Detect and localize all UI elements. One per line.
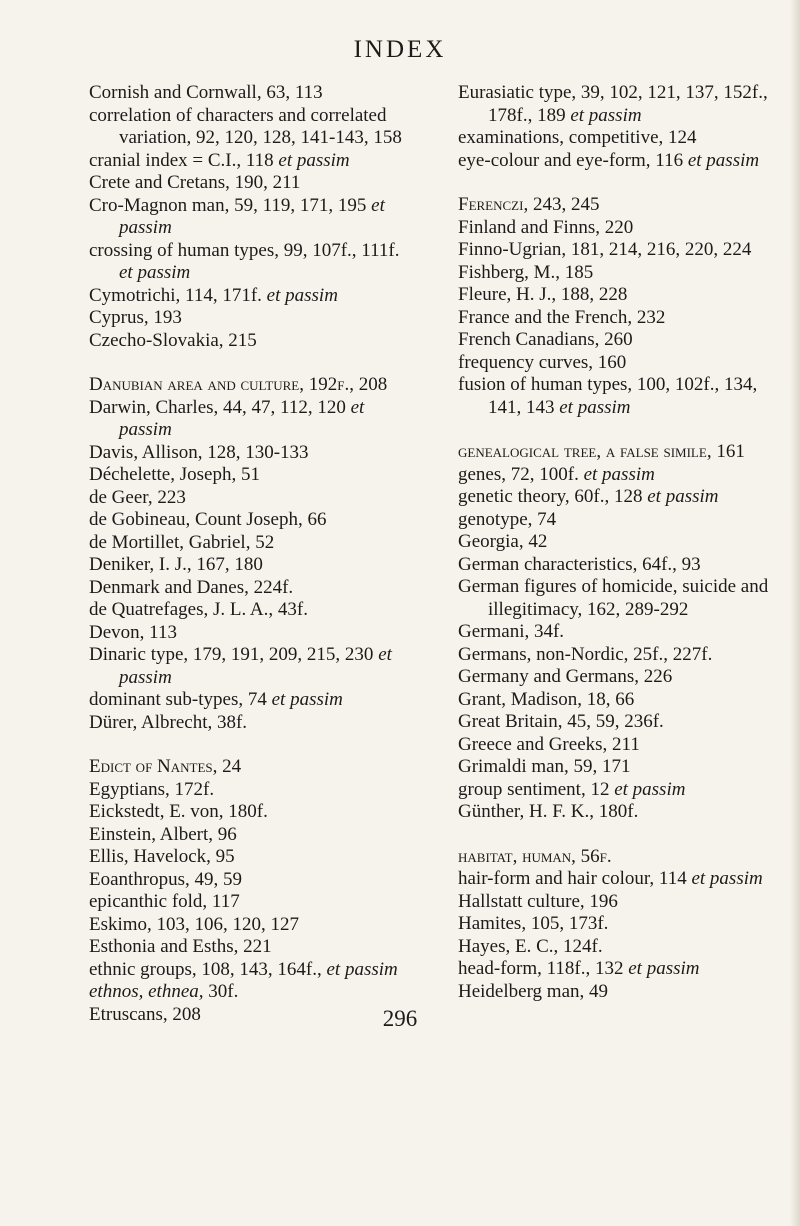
entry-text: de Gobineau, Count Joseph, 66 [89, 509, 327, 530]
index-entry [458, 554, 778, 577]
index-entry [89, 779, 409, 802]
index-entry [89, 824, 409, 847]
entry-text: Denmark and Danes, 224f. [89, 576, 294, 598]
entry-text: Eickstedt, E. von, 180f. [89, 801, 268, 822]
index-entry [458, 441, 778, 464]
entry-text: Grimaldi man, 59, 171 [458, 756, 631, 777]
entry-text: Ferenczi, 243, 245 [458, 194, 600, 215]
index-entry [458, 239, 778, 262]
index-column-right [458, 82, 778, 1003]
entry-text: Great Britain, 45, 59, 236f. [458, 711, 664, 732]
entry-text: Danubian area and culture, 192f., 208 [89, 374, 388, 395]
entry-text: Etruscans, 208 [89, 1003, 201, 1025]
entry-text: examinations, competitive, 124 [458, 127, 697, 148]
entry-text: Czecho-Slovakia, 215 [89, 329, 257, 351]
page-number: 296 [382, 1006, 418, 1031]
index-entry [458, 464, 778, 487]
section-gap [89, 734, 409, 756]
entry-text: Dürer, Albrecht, 38f. [89, 711, 248, 733]
index-entry [89, 150, 409, 173]
entry-text: Cymotrichi, 114, 171f. [89, 284, 267, 306]
index-entry [89, 195, 409, 240]
section-gap [458, 419, 778, 441]
entry-text: Edict of Nantes, 24 [89, 756, 242, 777]
entry-text: Grant, Madison, 18, 66 [458, 688, 635, 710]
entry-text: group sentiment, 12 [458, 778, 615, 800]
index-entry [89, 801, 409, 824]
entry-italic: et passim [687, 149, 760, 171]
entry-text: Cro-Magnon man, 59, 119, 171, 195 [89, 194, 372, 216]
entry-text: German figures of homicide, suicide and illegitimacy, 162, 289-292 [458, 576, 769, 620]
index-entry [89, 285, 409, 308]
index-entry [89, 846, 409, 869]
entry-italic: et passim [614, 778, 686, 800]
index-entry [458, 150, 778, 173]
entry-text: Eoanthropus, 49, 59 [89, 868, 243, 890]
index-entry [89, 397, 409, 442]
entry-italic: et passim [119, 262, 191, 283]
index-entry [458, 711, 778, 734]
index-entry [89, 756, 409, 779]
index-entry [458, 958, 778, 981]
entry-text: Deniker, I. J., 167, 180 [89, 554, 263, 575]
index-entry [89, 442, 409, 465]
index-entry [458, 127, 778, 150]
entry-text: epicanthic fold, 117 [89, 891, 240, 912]
entry-italic: et passim [119, 396, 365, 440]
entry-text: crossing of human types, 99, 107f., 111f. [89, 239, 400, 261]
index-entry [458, 801, 778, 824]
index-entry [458, 82, 778, 127]
index-entry [89, 374, 409, 397]
entry-italic: et passim [266, 284, 338, 306]
section-gap [458, 172, 778, 194]
index-entry [458, 689, 778, 712]
page-edge-shadow [790, 0, 800, 1226]
entry-text: correlation of characters and correlated variation, 92, 120, 128, 141-143, 158 [89, 104, 402, 148]
index-entry [458, 891, 778, 914]
index-entry [458, 217, 778, 240]
entry-text: Finno-Ugrian, 181, 214, 216, 220, 224 [458, 239, 752, 260]
index-entry [89, 487, 409, 510]
index-entry [458, 352, 778, 375]
entry-text: genotype, 74 [458, 508, 557, 530]
entry-text: head-form, 118f., 132 [458, 958, 629, 979]
index-entry [458, 981, 778, 1004]
entry-text: France and the French, 232 [458, 306, 666, 328]
entry-text: Cornish and Cornwall, 63, 113 [89, 82, 323, 103]
index-entry [89, 981, 409, 1004]
entry-text: de Geer, 223 [89, 486, 186, 508]
index-column-left [89, 82, 409, 1026]
entry-text: Fleure, H. J., 188, 228 [458, 284, 628, 305]
entry-italic: et passim [570, 104, 642, 126]
entry-text: Egyptians, 172f. [89, 778, 215, 800]
index-entry [89, 644, 409, 689]
index-entry [458, 486, 778, 509]
index-entry [458, 913, 778, 936]
entry-text: Heidelberg man, 49 [458, 980, 609, 1002]
entry-italic: et passim [691, 868, 763, 889]
section-gap [89, 352, 409, 374]
index-entry [89, 936, 409, 959]
index-entry [458, 509, 778, 532]
entry-text: Germani, 34f. [458, 621, 565, 642]
index-entry [458, 936, 778, 959]
entry-text: dominant sub-types, 74 [89, 689, 272, 710]
index-entry [89, 240, 409, 285]
index-entry [89, 464, 409, 487]
entry-text: Eskimo, 103, 106, 120, 127 [89, 913, 300, 935]
entry-text: Cyprus, 193 [89, 307, 182, 328]
entry-text: French Canadians, 260 [458, 329, 633, 350]
index-entry [89, 622, 409, 645]
index-entry [458, 576, 778, 621]
index-entry [89, 82, 409, 105]
entry-text: ethnic groups, 108, 143, 164f., [89, 958, 327, 980]
entry-text: Einstein, Albert, 96 [89, 823, 237, 845]
index-entry [458, 194, 778, 217]
entry-text: fusion of human types, 100, 102f., 134, 141, 143 [458, 374, 758, 418]
index-entry [89, 712, 409, 735]
entry-text: Greece and Greeks, 211 [458, 733, 640, 755]
entry-text: Dinaric type, 179, 191, 209, 215, 230 [89, 644, 379, 665]
entry-italic: et passim [628, 958, 700, 979]
entry-text: Günther, H. F. K., 180f. [458, 801, 639, 822]
index-entry [89, 307, 409, 330]
index-entry [458, 756, 778, 779]
index-entry [89, 172, 409, 195]
entry-text-after: 30f. [203, 981, 239, 1002]
entry-italic: ethnos, ethnea, [89, 981, 204, 1002]
index-entry [458, 329, 778, 352]
index-entry [458, 621, 778, 644]
index-entry [458, 531, 778, 554]
entry-text: hair-form and hair colour, 114 [458, 868, 692, 889]
entry-text: genealogical tree, a false simile, 161 [458, 441, 745, 462]
index-entry [89, 891, 409, 914]
entry-italic: et passim [647, 486, 719, 507]
index-entry [458, 779, 778, 802]
entry-italic: et passim [119, 644, 392, 688]
entry-text: habitat, human, 56f. [458, 845, 612, 867]
entry-text: Finland and Finns, 220 [458, 216, 634, 238]
index-entry [89, 869, 409, 892]
index-entry [458, 734, 778, 757]
entry-text: German characteristics, 64f., 93 [458, 553, 701, 575]
index-entry [89, 689, 409, 712]
section-gap [458, 824, 778, 846]
entry-text: Crete and Cretans, 190, 211 [89, 172, 301, 193]
index-entry [89, 914, 409, 937]
page-title: INDEX [353, 36, 447, 63]
index-entry [458, 307, 778, 330]
index-entry [458, 262, 778, 285]
index-entry [458, 868, 778, 891]
entry-text: Davis, Allison, 128, 130-133 [89, 441, 309, 463]
index-entry [458, 666, 778, 689]
entry-italic: et passim [271, 689, 343, 710]
entry-text: Eurasiatic type, 39, 102, 121, 137, 152f., 178f., 189 [458, 82, 768, 126]
entry-text: Devon, 113 [89, 621, 177, 643]
index-entry [89, 532, 409, 555]
index-entry [458, 374, 778, 419]
entry-text: cranial index = C.I., 118 [89, 149, 279, 171]
entry-text: genes, 72, 100f. [458, 463, 584, 485]
entry-italic: et passim [559, 396, 631, 418]
index-entry [89, 599, 409, 622]
entry-text: Germans, non-Nordic, 25f., 227f. [458, 643, 713, 665]
index-entry [89, 577, 409, 600]
entry-text: Darwin, Charles, 44, 47, 112, 120 [89, 396, 351, 418]
index-entry [458, 846, 778, 869]
entry-text: Hallstatt culture, 196 [458, 890, 618, 912]
index-entry [89, 509, 409, 532]
index-entry [458, 284, 778, 307]
entry-text: Esthonia and Esths, 221 [89, 936, 272, 957]
entry-text: genetic theory, 60f., 128 [458, 486, 648, 507]
entry-italic: et passim [119, 194, 385, 238]
entry-text: frequency curves, 160 [458, 351, 627, 373]
index-entry [89, 554, 409, 577]
entry-italic: et passim [278, 149, 350, 171]
entry-text: de Mortillet, Gabriel, 52 [89, 531, 275, 553]
entry-text: eye-colour and eye-form, 116 [458, 149, 688, 171]
index-entry [89, 959, 409, 982]
entry-text: Georgia, 42 [458, 531, 548, 552]
entry-text: Fishberg, M., 185 [458, 261, 594, 283]
entry-italic: et passim [583, 463, 655, 485]
entry-text: Hamites, 105, 173f. [458, 913, 609, 934]
entry-text: Germany and Germans, 226 [458, 666, 673, 687]
entry-italic: et passim [326, 958, 398, 980]
entry-text: de Quatrefages, J. L. A., 43f. [89, 599, 308, 620]
index-entry [458, 644, 778, 667]
entry-text: Ellis, Havelock, 95 [89, 846, 235, 867]
entry-text: Hayes, E. C., 124f. [458, 935, 603, 957]
entry-text: Déchelette, Joseph, 51 [89, 464, 260, 485]
index-entry [89, 105, 409, 150]
index-entry [89, 330, 409, 353]
